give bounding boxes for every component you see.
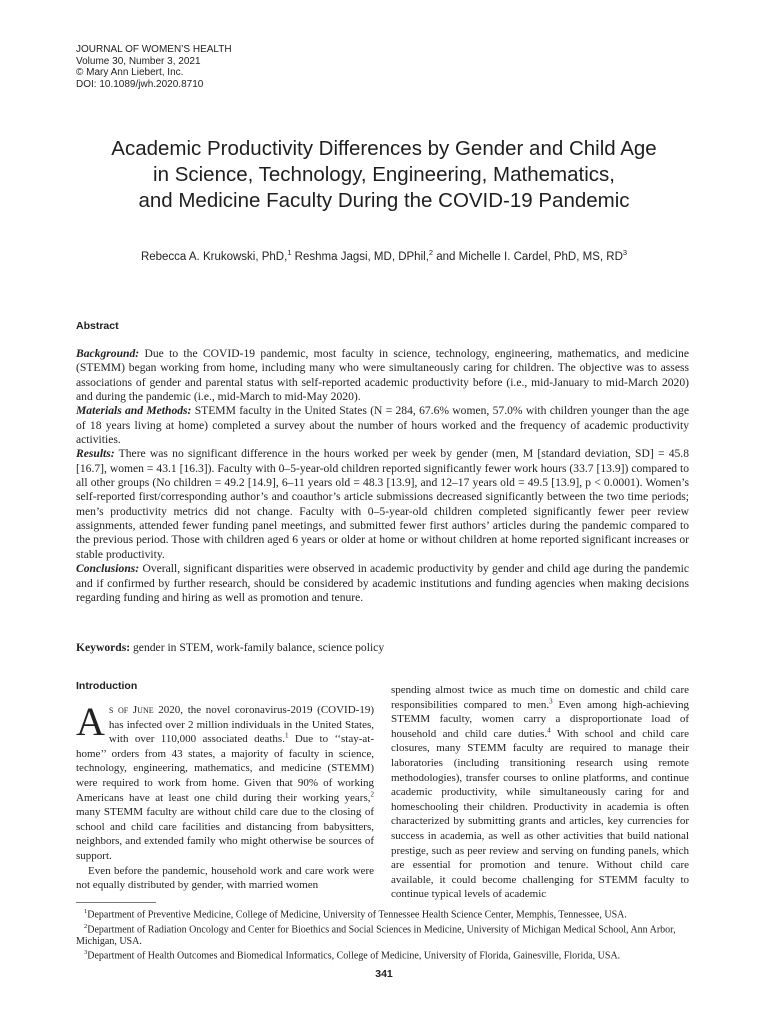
abstract-background bbox=[76, 347, 689, 404]
ref-2[interactable]: 2 bbox=[370, 789, 374, 798]
intro-r-c: With school and child care closures, many STEMM faculty are required to manage their laboratories (including transitioning research using remote methodologies), transfer courses to online platforms, and continue academic productivity, while simultaneously caring for and homeschooling their children. Productivity in academia is often characterized by submitting grants and articles, key currencies for success in academia, as well as other activities that build national prestige, such as peer review and serving on funding panels, which are essential for promotion and tenure. Without child care available, it could become challenging for STEMM faculty to continue typical levels of academic bbox=[391, 727, 689, 901]
affiliation-3-sup: 3 bbox=[84, 949, 88, 957]
conclusions-text: Overall, significant disparities were observed in academic productivity by gender and child age during the pandemic and if confirmed by further research, should be considered by academic institutions and funding agencies when making decisions regarding funding and hiring as well as promotion and tenure. bbox=[76, 562, 689, 604]
author-2: Reshma Jagsi, MD, DPhil, bbox=[291, 250, 429, 263]
article-title bbox=[40, 136, 728, 214]
abstract-conclusions bbox=[76, 562, 689, 605]
keywords bbox=[76, 641, 384, 654]
intro-r-a: spending almost twice as much time on domestic and child care responsibilities compared to men. bbox=[391, 684, 689, 711]
author-1-affil: 1 bbox=[287, 248, 292, 257]
intro-column-right bbox=[391, 683, 689, 902]
background-label: Background: bbox=[76, 347, 140, 360]
introduction-heading: Introduction bbox=[76, 680, 138, 692]
keywords-label: Keywords: bbox=[76, 641, 131, 654]
affiliation-2-sup: 2 bbox=[84, 922, 88, 930]
affiliation-1-sup: 1 bbox=[84, 908, 88, 915]
journal-volume: Volume 30, Number 3, 2021 bbox=[76, 55, 201, 67]
affiliation-2-text: Department of Radiation Oncology and Center for Bioethics and Social Sciences in Medicine, University of Michigan Medical School, Ann Arbor, Michigan, USA. bbox=[76, 924, 676, 947]
intro-paragraph-2: Even before the pandemic, household work and care work were not equally distributed by gender, with married women bbox=[76, 864, 374, 892]
author-3: and Michelle I. Cardel, PhD, MS, RD bbox=[433, 250, 623, 263]
results-label: Results: bbox=[76, 447, 115, 461]
ref-1[interactable]: 1 bbox=[284, 731, 289, 740]
journal-header bbox=[76, 44, 232, 90]
abstract-results bbox=[76, 447, 689, 562]
abstract-heading: Abstract bbox=[76, 320, 119, 332]
author-2-affil: 2 bbox=[428, 248, 434, 257]
affiliations bbox=[76, 906, 689, 962]
conclusions-label: Conclusions: bbox=[76, 562, 140, 576]
intro-p1-b: Due to ‘‘stay-at-home’’ orders from 43 states, a majority of faculty in science, technology, engineering, mathematics, and medicine (STEMM) were required to work from home. Given that 90% of working Americans have at least one child during their working years, bbox=[76, 733, 374, 804]
affiliation-3 bbox=[76, 947, 689, 962]
author-1: Rebecca A. Krukowski, PhD, bbox=[140, 250, 288, 263]
title-line-1: Academic Productivity Differences by Gender and Child Age bbox=[111, 137, 657, 160]
author-list bbox=[40, 248, 728, 263]
intro-column-left bbox=[76, 680, 374, 893]
intro-p1-c: many STEMM faculty are without child care due to the closing of school and child care facilities and distancing from babysitters, neighbors, and extended family who might otherwise be sources of support. bbox=[76, 806, 374, 862]
affiliation-3-text: Department of Health Outcomes and Biomedical Informatics, College of Medicine, University of Florida, Gainesville, Florida, USA. bbox=[87, 950, 621, 962]
intro-paragraph-1 bbox=[76, 699, 374, 864]
keywords-text: gender in STEM, work-family balance, science policy bbox=[130, 641, 385, 654]
journal-doi[interactable]: DOI: 10.1089/jwh.2020.8710 bbox=[76, 78, 204, 90]
background-text: Due to the COVID-19 pandemic, most faculty in science, technology, engineering, mathematics, and medicine (STEMM) began working from home, including many who were simultaneously caring for children. The objective was to assess associations of gender and parental status with self-reported academic productivity before (i.e., mid-January to mid-March 2020) and during the pandemic (i.e., mid-March to mid-May 2020). bbox=[76, 347, 689, 404]
intro-paragraph-right bbox=[391, 683, 689, 902]
methods-label: Materials and Methods: bbox=[76, 404, 192, 418]
ref-3[interactable]: 3 bbox=[549, 696, 553, 705]
results-text: There was no significant difference in the hours worked per week by gender (men, M [standard deviation, SD] = 45.8 [16.7], women = 43.1 [16.3]). Faculty with 0–5-year-old children reported significantly fewer work hours (33.7 [13.9]) compared to all other groups (No children = 49.2 [14.9], 6–11 years old = 48.3 [13.9], and 12–17 years old = 49.5 [13.9], p < 0.0001). Women’s self-reported first/corresponding author’s and coauthor’s article submissions decreased significantly between the two time periods; men’s productivity metrics did not change. Faculty with 0–5-year-old children completed significantly fewer peer review assignments, attended fewer funding panel meetings, and submitted fewer first authors’ articles during the pandemic compared to the previous period. Those with children aged 6 years or older at home or without children at home reported significant increases or stable productivity. bbox=[76, 447, 689, 561]
title-line-2: in Science, Technology, Engineering, Mathematics, bbox=[153, 163, 615, 186]
affiliation-1-text: Department of Preventive Medicine, College of Medicine, University of Tennessee Health Science Center, Memphis, Tennessee, USA. bbox=[87, 909, 627, 921]
intro-p1-a: 2020, the novel coronavirus-2019 (COVID-19) has infected over 2 million individuals in the United States, with over 110,000 associated deaths. bbox=[108, 704, 374, 746]
journal-copyright: © Mary Ann Liebert, Inc. bbox=[76, 67, 184, 78]
intro-smallcaps: s of June bbox=[108, 704, 154, 716]
intro-r-b: Even among high-achieving STEMM faculty, women carry a disproportionate load of household and child care duties. bbox=[391, 698, 689, 740]
ref-4[interactable]: 4 bbox=[547, 726, 551, 735]
footnote-divider bbox=[76, 902, 156, 903]
abstract-body bbox=[76, 347, 689, 605]
methods-text: STEMM faculty in the United States (N = 284, 67.6% women, 57.0% with children younger than the age of 18 years living at home) completed a survey about the number of hours worked and the frequency of academic productivity activities. bbox=[76, 404, 689, 447]
affiliation-1 bbox=[76, 906, 689, 921]
affiliation-2 bbox=[76, 921, 689, 947]
journal-name: JOURNAL OF WOMEN’S HEALTH bbox=[76, 44, 232, 55]
drop-cap: A bbox=[76, 699, 105, 744]
page-number: 341 bbox=[375, 968, 393, 980]
title-line-3: and Medicine Faculty During the COVID-19 Pandemic bbox=[138, 189, 630, 212]
author-3-affil: 3 bbox=[622, 248, 628, 257]
abstract-methods bbox=[76, 404, 689, 447]
